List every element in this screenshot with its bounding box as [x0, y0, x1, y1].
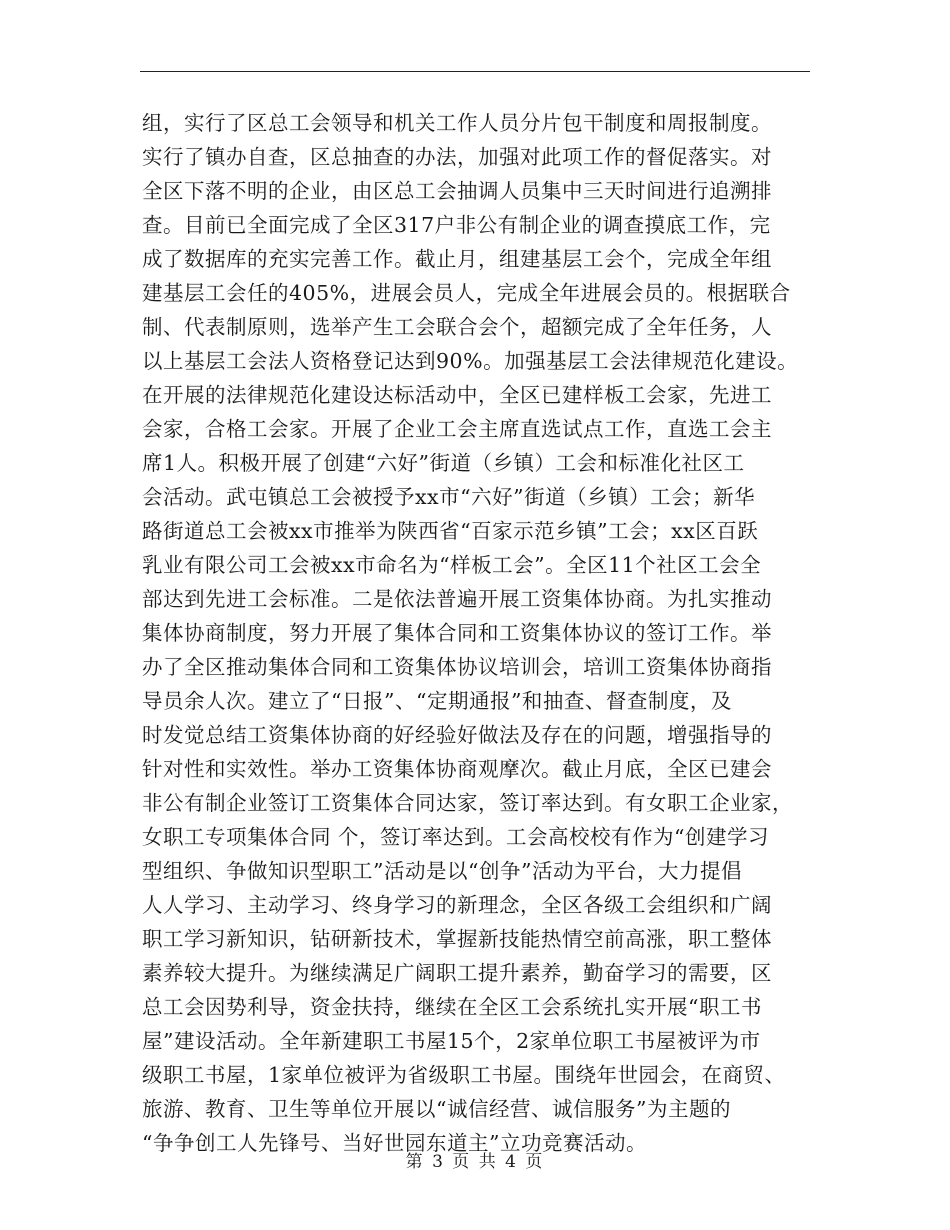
- text-line: 成了数据库的充实完善工作。截止月，组建基层工会个，完成全年组: [142, 247, 772, 271]
- text-line: 在开展的法律规范化建设达标活动中，全区已建样板工会家，先进工: [142, 383, 772, 407]
- text-line: 集体协商制度，努力开展了集体合同和工资集体协议的签订工作。举: [142, 621, 772, 645]
- text-line: 级职工书屋，1家单位被评为省级职工书屋。围绕年世园会，在商贸、: [142, 1063, 786, 1087]
- text-line: 旅游、教育、卫生等单位开展以“诚信经营、诚信服务”为主题的: [142, 1097, 731, 1121]
- body-text: [142, 106, 822, 1160]
- text-line: 非公有制企业签订工资集体合同达家，签订率达到。有女职工企业家，: [142, 791, 793, 815]
- text-line: 查。目前已全面完成了全区317户非公有制企业的调查摸底工作，完: [142, 213, 771, 237]
- text-line: 会家，合格工会家。开展了企业工会主席直选试点工作，直选工会主: [142, 417, 772, 441]
- text-line: 人人学习、主动学习、终身学习的新理念，全区各级工会组织和广阔: [142, 893, 772, 917]
- text-line: 建基层工会任的405%，进展会员人，完成全年进展会员的。根据联合: [142, 281, 791, 305]
- text-line: 屋”建设活动。全年新建职工书屋15个，2家单位职工书屋被评为市: [142, 1029, 761, 1053]
- header-rule: [140, 71, 810, 72]
- text-line: 总工会因势利导，资金扶持，继续在全区工会系统扎实开展“职工书: [142, 995, 762, 1019]
- text-line: 职工学习新知识，钻研新技术，掌握新技能热情空前高涨，职工整体: [142, 927, 772, 951]
- text-line: 组，实行了区总工会领导和机关工作人员分片包干制度和周报制度。: [142, 111, 772, 135]
- text-line: 全区下落不明的企业，由区总工会抽调人员集中三天时间进行追溯排: [142, 179, 772, 203]
- text-line: 乳业有限公司工会被xx市命名为“样板工会”。全区11个社区工会全: [142, 553, 762, 577]
- text-line: 导员余人次。建立了“日报”、“定期通报”和抽查、督查制度，及: [142, 689, 732, 713]
- text-line: 以上基层工会法人资格登记达到90%。加强基层工会法律规范化建设。: [142, 349, 799, 373]
- text-line: 席1人。积极开展了创建“六好”街道（乡镇）工会和标准化社区工: [142, 451, 745, 475]
- page-number-footer: 第 3 页 共 4 页: [405, 1152, 545, 1172]
- text-line: 路街道总工会被xx市推举为陕西省“百家示范乡镇”工会；xx区百跃: [142, 519, 759, 543]
- text-line: 素养较大提升。为继续满足广阔职工提升素养，勤奋学习的需要，区: [142, 961, 772, 985]
- text-line: 实行了镇办自查，区总抽查的办法，加强对此项工作的督促落实。对: [142, 145, 772, 169]
- text-line: 会活动。武屯镇总工会被授予xx市“六好”街道（乡镇）工会；新华: [142, 485, 756, 509]
- text-line: 女职工专项集体合同 个，签订率达到。工会高校校有作为“创建学习: [142, 825, 769, 849]
- text-line: “争争创工人先锋号、当好世园东道主”立功竞赛活动。: [142, 1131, 647, 1155]
- text-line: 时发觉总结工资集体协商的好经验好做法及存在的问题，增强指导的: [142, 723, 772, 747]
- text-line: 制、代表制原则，选举产生工会联合会个，超额完成了全年任务，人: [142, 315, 772, 339]
- text-line: 办了全区推动集体合同和工资集体协议培训会，培训工资集体协商指: [142, 655, 772, 679]
- text-line: 针对性和实效性。举办工资集体协商观摩次。截止月底，全区已建会: [142, 757, 772, 781]
- text-line: 型组织、争做知识型职工”活动是以“创争”活动为平台，大力提倡: [142, 859, 742, 883]
- text-line: 部达到先进工会标准。二是依法普遍开展工资集体协商。为扎实推动: [142, 587, 772, 611]
